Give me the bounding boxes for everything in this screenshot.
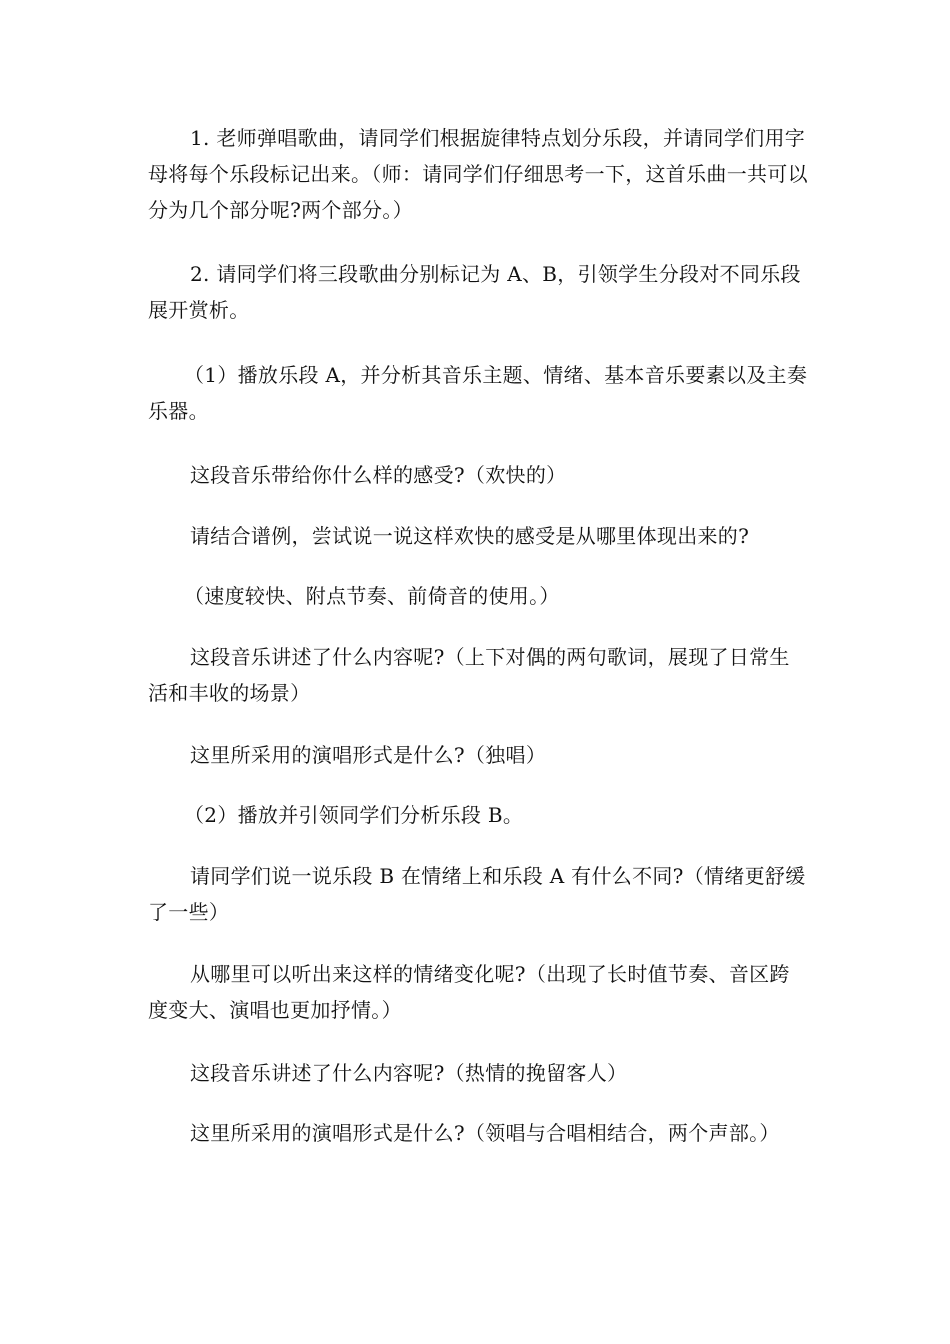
paragraph-question-content-a: 这段音乐讲述了什么内容呢?（上下对偶的两句歌词，展现了日常生活和丰收的场景） [148, 645, 790, 705]
paragraph-question-change: 从哪里可以听出来这样的情绪变化呢?（出现了长时值节奏、音区跨度变大、演唱也更加抒情。） [148, 962, 790, 1022]
paragraph-section-a-intro: （1）播放乐段 A，并分析其音乐主题、情绪、基本音乐要素以及主奏乐器。 [148, 363, 808, 423]
paragraph-question-form-b: 这里所采用的演唱形式是什么?（领唱与合唱相结合，两个声部。） [190, 1121, 780, 1145]
paragraph-question-difference: 请同学们说一说乐段 B 在情绪上和乐段 A 有什么不同?（情绪更舒缓了一些） [148, 864, 806, 924]
paragraph-step-2: 2. 请同学们将三段歌曲分别标记为 A、B，引领学生分段对不同乐段展开赏析。 [148, 262, 801, 322]
paragraph-question-feeling: 这段音乐带给你什么样的感受?（欢快的） [190, 463, 567, 487]
paragraph-section-b-intro: （2）播放并引领同学们分析乐段 B。 [184, 803, 524, 827]
paragraph-question-content-b: 这段音乐讲述了什么内容呢?（热情的挽留客人） [190, 1061, 628, 1085]
paragraph-question-score: 请结合谱例，尝试说一说这样欢快的感受是从哪里体现出来的? [190, 524, 750, 548]
paragraph-question-form-a: 这里所采用的演唱形式是什么?（独唱） [190, 743, 547, 767]
paragraph-answer-tempo: （速度较快、附点节奏、前倚音的使用。） [184, 584, 560, 608]
paragraph-step-1: 1. 老师弹唱歌曲，请同学们根据旋律特点划分乐段，并请同学们用字母将每个乐段标记出来。（师：请同学们仔细思考一下，这首乐曲一共可以分为几个部分呢?两个部分。） [148, 126, 808, 222]
